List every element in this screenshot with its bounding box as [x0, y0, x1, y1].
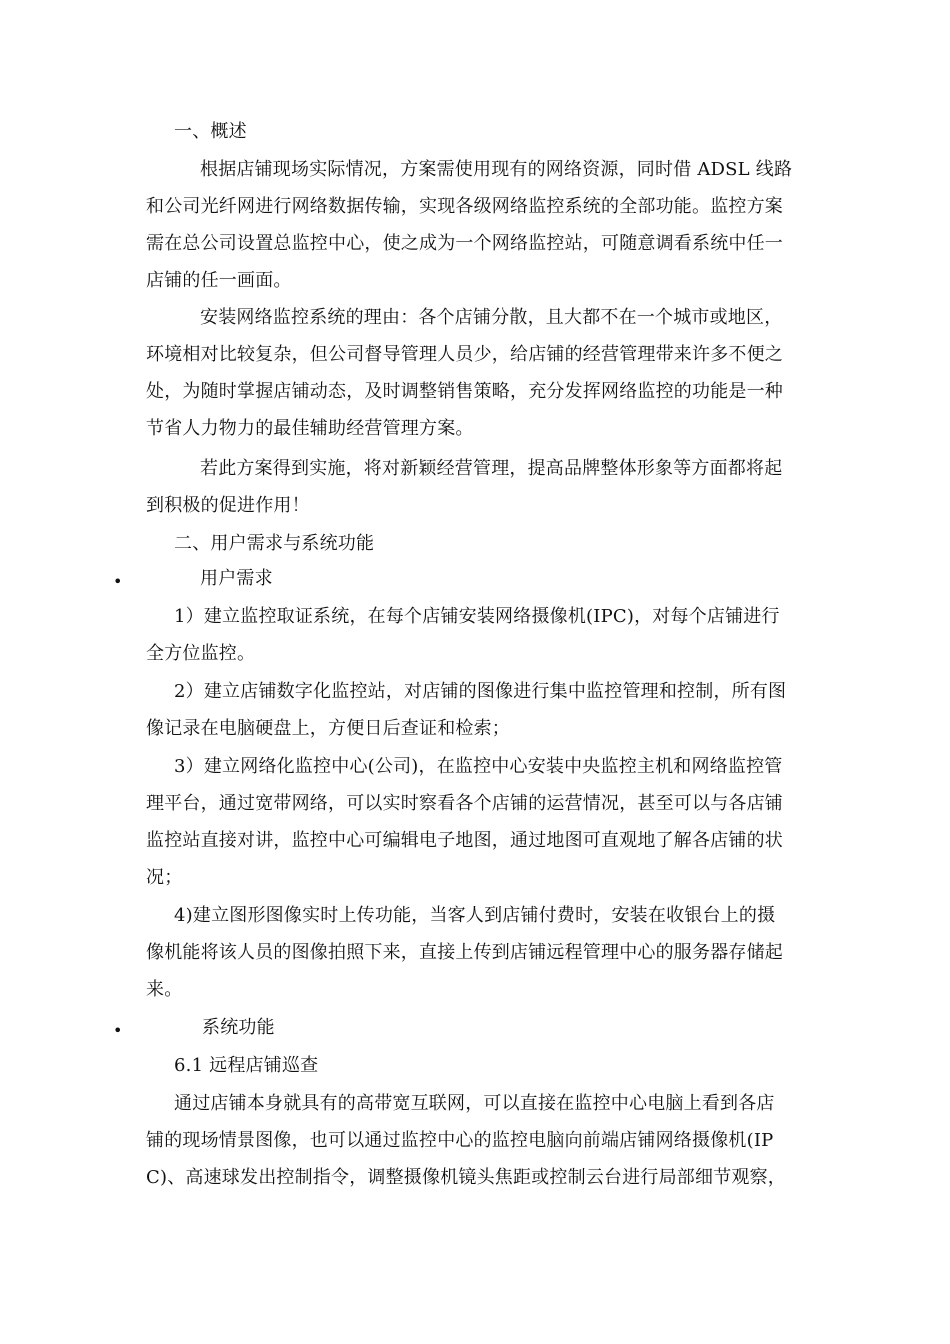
requirement-line: 1）建立监控取证系统，在每个店铺安装网络摄像机(IPC)，对每个店铺进行 [174, 606, 780, 627]
requirement-line: 像机能将该人员的图像拍照下来，直接上传到店铺远程管理中心的服务器存储起 [146, 942, 783, 963]
bullet-marker: • [113, 1021, 123, 1040]
requirement-line: 理平台，通过宽带网络，可以实时察看各个店铺的运营情况，甚至可以与各店铺 [146, 793, 783, 814]
requirement-line: 监控站直接对讲，监控中心可编辑电子地图，通过地图可直观地了解各店铺的状 [146, 830, 783, 851]
requirement-line: 全方位监控。 [146, 643, 256, 664]
requirement-line: 况； [146, 867, 183, 888]
section-heading-requirements: 二、用户需求与系统功能 [174, 533, 375, 554]
requirement-line: 4)建立图形图像实时上传功能，当客人到店铺付费时，安装在收银台上的摄 [174, 905, 776, 926]
paragraph-line: 节省人力物力的最佳辅助经营管理方案。 [146, 418, 474, 439]
bullet-marker: • [113, 572, 123, 591]
paragraph-line: 安装网络监控系统的理由：各个店铺分散，且大都不在一个城市或地区， [200, 307, 783, 328]
subsection-heading-remote-inspection: 6.1 远程店铺巡查 [174, 1055, 319, 1076]
requirement-line: 像记录在电脑硬盘上，方便日后查证和检索； [146, 718, 510, 739]
paragraph-line: 和公司光纤网进行网络数据传输，实现各级网络监控系统的全部功能。监控方案 [146, 196, 783, 217]
requirement-line: 来。 [146, 979, 183, 1000]
bullet-heading-user-needs: 用户需求 [200, 568, 273, 589]
paragraph-line: 处，为随时掌握店铺动态，及时调整销售策略，充分发挥网络监控的功能是一种 [146, 381, 783, 402]
paragraph-line: 到积极的促进作用！ [146, 495, 310, 516]
section-heading-overview: 一、概述 [174, 121, 247, 142]
paragraph-line: 铺的现场情景图像，也可以通过监控中心的监控电脑向前端店铺网络摄像机(IP [146, 1130, 774, 1151]
requirement-line: 2）建立店铺数字化监控站，对店铺的图像进行集中监控管理和控制，所有图 [174, 681, 787, 702]
bullet-heading-system-functions: 系统功能 [202, 1017, 275, 1038]
requirement-line: 3）建立网络化监控中心(公司)，在监控中心安装中央监控主机和网络监控管 [174, 756, 783, 777]
paragraph-line: C)、高速球发出控制指令，调整摄像机镜头焦距或控制云台进行局部细节观察， [146, 1167, 786, 1188]
paragraph-line: 需在总公司设置总监控中心，使之成为一个网络监控站，可随意调看系统中任一 [146, 233, 783, 254]
paragraph-line: 店铺的任一画面。 [146, 270, 292, 291]
paragraph-line: 根据店铺现场实际情况，方案需使用现有的网络资源，同时借 ADSL 线路 [200, 159, 793, 180]
paragraph-line: 通过店铺本身就具有的高带宽互联网，可以直接在监控中心电脑上看到各店 [174, 1093, 775, 1114]
paragraph-line: 若此方案得到实施，将对新颖经营管理，提高品牌整体形象等方面都将起 [200, 458, 783, 479]
paragraph-line: 环境相对比较复杂，但公司督导管理人员少，给店铺的经营管理带来许多不便之 [146, 344, 783, 365]
